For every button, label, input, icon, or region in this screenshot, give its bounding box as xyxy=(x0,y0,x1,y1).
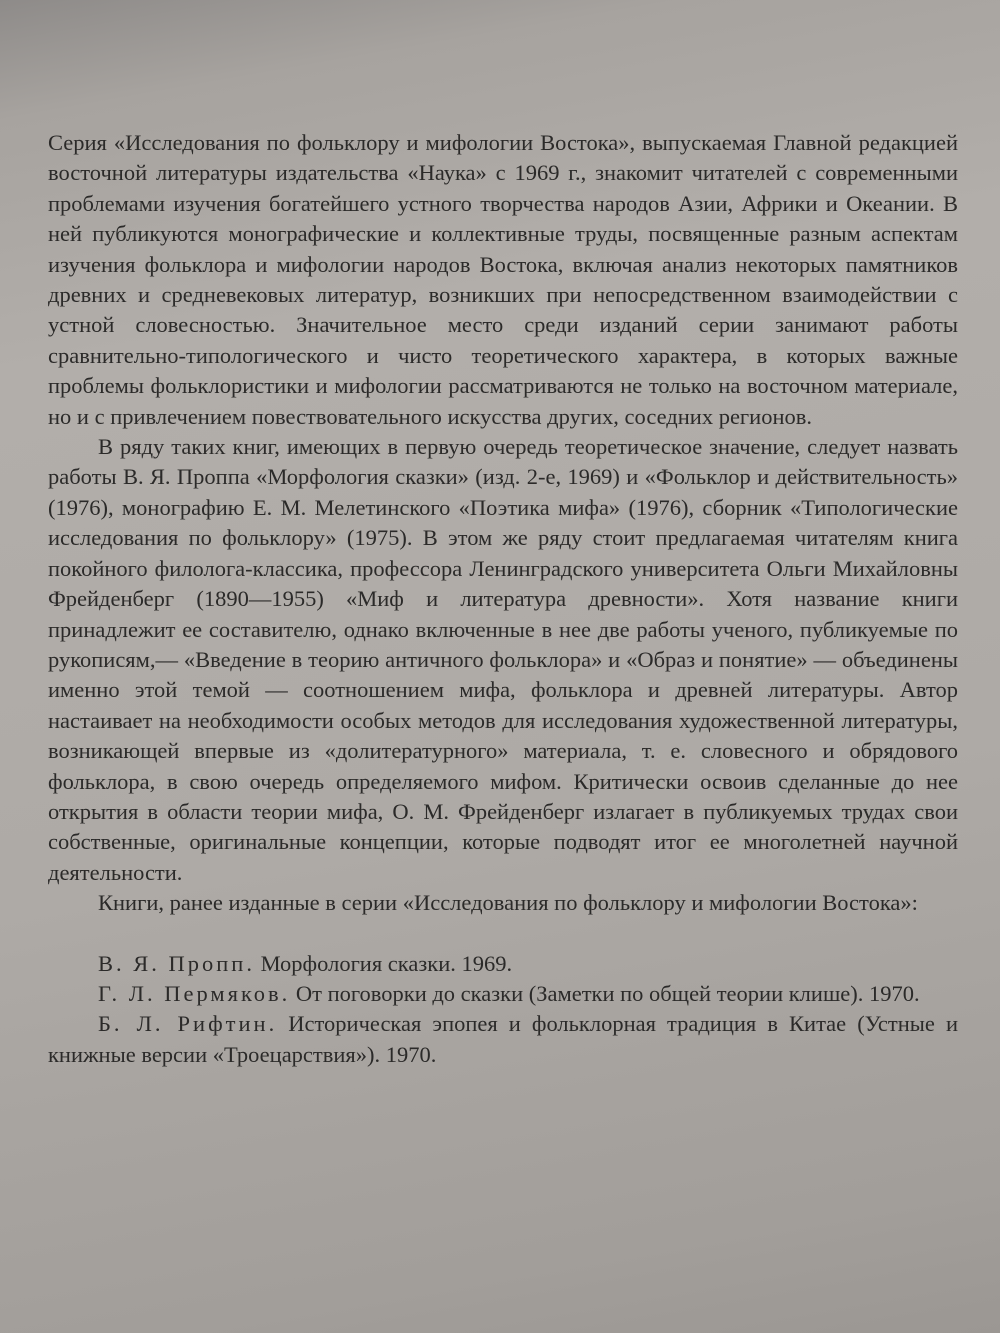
reference-author: В. Я. Пропп. xyxy=(98,950,255,976)
references-list xyxy=(48,949,958,1071)
list-item xyxy=(48,979,958,1009)
paragraph-previous-books-heading: Книги, ранее изданные в серии «Исследования по фольклору и мифологии Востока»: xyxy=(98,890,918,916)
reference-title: Историческая эпопея и фольклорная традиция в Китае (Устные и книжные версии «Троецарствия»). 1970. xyxy=(48,1011,958,1067)
reference-author: Г. Л. Пермяков. xyxy=(98,980,291,1006)
paragraph-theoretical-books: В ряду таких книг, имеющих в первую очередь теоретическое значение, следует назвать работы В. Я. Проппа «Морфология сказки» (изд. 2-е, 1969) и «Фольклор и действительность» (1976), монографию Е. М. Мелетинского «Поэтика мифа» (1976), сборник «Типологические исследования по фольклору» (1975). В этом же ряду стоит предлагаемая читателям книга покойного филолога-классика, профессора Ленинградского университета Ольги Михайловны Фрейденберг (1890—1955) «Миф и литература древности». Хотя название книги принадлежит ее составителю, однако включенные в нее две работы ученого, публикуемые по рукописям,— «Введение в теорию античного фольклора» и «Образ и понятие» — объединены именно этой темой — соотношением мифа, фольклора и древней литературы. Автор настаивает на необходимости особых методов для исследования художественной литературы, возникающей впервые из «долитературного» материала, т. е. словесного и обрядового фольклора, в свою очередь определяемого мифом. Критически освоив сделанные до нее открытия в области теории мифа, О. М. Фрейденберг излагает в публикуемых трудах свои собственные, оригинальные концепции, которые подводят итог ее многолетней научной деятельности. xyxy=(48,434,958,885)
page-text xyxy=(48,128,958,1070)
list-item xyxy=(48,949,958,979)
reference-title: Морфология сказки. 1969. xyxy=(254,950,513,976)
reference-title: От поговорки до сказки (Заметки по общей теории клише). 1970. xyxy=(290,980,920,1006)
paragraph-series-intro: Серия «Исследования по фольклору и мифологии Востока», выпускаемая Главной редакцией восточной литературы издательства «Наука» с 1969 г., знакомит читателей с современными проблемами изучения богатейшего устного творчества народов Азии, Африки и Океании. В ней публикуются монографические и коллективные труды, посвященные разным аспектам изучения фольклора и мифологии народов Востока, включая анализ некоторых памятников древних и средневековых литератур, возникших при непосредственном взаимодействии с устной словесностью. Значительное место среди изданий серии занимают работы сравнительно-типологического и чисто теоретического характера, в которых важные проблемы фольклористики и мифологии рассматриваются не только на восточном материале, но и с привлечением повествовательного искусства других, соседних регионов. xyxy=(48,130,958,429)
reference-author: Б. Л. Рифтин. xyxy=(98,1011,278,1037)
list-item xyxy=(48,1009,958,1070)
